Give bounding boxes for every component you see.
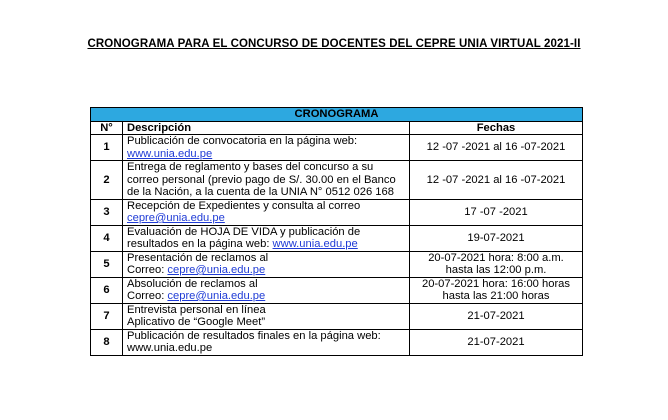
- description-text: Evaluación de HOJA DE VIDA y publicación de: [127, 225, 361, 238]
- row-dates: [410, 199, 583, 225]
- description-line: [127, 174, 405, 187]
- date-line: 20-07-2021 hora: 16:00 horas: [421, 277, 571, 290]
- row-description: [123, 225, 410, 251]
- description-link[interactable]: www.unia.edu.pe: [127, 147, 213, 160]
- description-link[interactable]: www.unia.edu.pe: [272, 238, 358, 250]
- row-dates: [410, 303, 583, 329]
- row-number: 8: [91, 329, 123, 355]
- row-number: 1: [91, 135, 123, 161]
- column-header-row: [91, 121, 583, 135]
- row-number: 3: [91, 199, 123, 225]
- description-text: Aplicativo de “Google Meet”: [127, 316, 266, 328]
- description-line: [127, 186, 405, 199]
- row-description: [123, 135, 410, 161]
- date-line: 21-07-2021: [467, 335, 525, 348]
- date-line: 20-07-2021 hora: 8:00 a.m.: [428, 251, 564, 264]
- schedule-table: [90, 107, 583, 356]
- row-dates: [410, 329, 583, 355]
- table-caption-row: [91, 108, 583, 122]
- row-dates: [410, 161, 583, 200]
- description-line: [127, 342, 405, 355]
- header-number: N°: [91, 121, 123, 135]
- table-row: [91, 277, 583, 303]
- description-text: Publicación de convocatoria en la página web:: [127, 135, 358, 147]
- date-line: hasta las 12:00 p.m.: [445, 264, 547, 276]
- row-description: [123, 277, 410, 303]
- table-row: [91, 199, 583, 225]
- table-row: [91, 225, 583, 251]
- header-description: Descripción: [123, 121, 410, 135]
- description-line: [127, 316, 405, 329]
- table-row: [91, 303, 583, 329]
- description-link[interactable]: cepre@unia.edu.pe: [127, 212, 225, 224]
- description-text: correo personal (previo pago de S/. 30.00 en el Banco: [127, 173, 396, 186]
- table-row: [91, 329, 583, 355]
- row-dates: [410, 135, 583, 161]
- table-caption: CRONOGRAMA: [91, 108, 583, 122]
- description-line: [127, 290, 405, 303]
- description-text: Presentación de reclamos al: [127, 251, 269, 264]
- date-line: 19-07-2021: [467, 231, 525, 244]
- date-line: 21-07-2021: [467, 309, 525, 322]
- description-text: Publicación de resultados finales en la página web:: [127, 329, 381, 342]
- date-line: 17 -07 -2021: [464, 205, 528, 218]
- table-row: [91, 135, 583, 161]
- document-title: CRONOGRAMA PARA EL CONCURSO DE DOCENTES DEL CEPRE UNIA VIRTUAL 2021-II: [87, 38, 581, 50]
- description-line: [127, 238, 405, 251]
- description-text: Absolución de reclamos al: [127, 277, 258, 290]
- row-description: [123, 251, 410, 277]
- row-description: [123, 303, 410, 329]
- row-dates: [410, 251, 583, 277]
- description-text: www.unia.edu.pe: [127, 342, 213, 354]
- description-line: [127, 278, 405, 291]
- row-description: [123, 199, 410, 225]
- description-line: [127, 200, 405, 213]
- row-number: 7: [91, 303, 123, 329]
- description-text: resultados en la página web:: [127, 238, 273, 250]
- description-line: [127, 135, 405, 148]
- description-line: [127, 212, 405, 225]
- description-line: [127, 148, 405, 161]
- table-row: [91, 251, 583, 277]
- description-text: de la Nación, a la cuenta de la UNIA N° 0512 026 168: [127, 186, 394, 198]
- description-text: Correo:: [127, 264, 168, 276]
- row-number: 2: [91, 161, 123, 200]
- description-line: [127, 330, 405, 343]
- row-dates: [410, 277, 583, 303]
- date-line: hasta las 21:00 horas: [442, 290, 550, 302]
- row-description: [123, 329, 410, 355]
- header-dates: Fechas: [410, 121, 583, 135]
- row-number: 4: [91, 225, 123, 251]
- description-line: [127, 304, 405, 317]
- row-number: 6: [91, 277, 123, 303]
- table-row: [91, 161, 583, 200]
- description-line: [127, 252, 405, 265]
- description-line: [127, 226, 405, 239]
- description-text: Entrega de reglamento y bases del concurso a su: [127, 161, 374, 173]
- description-link[interactable]: cepre@unia.edu.pe: [167, 264, 266, 276]
- description-line: [127, 264, 405, 277]
- description-link[interactable]: cepre@unia.edu.pe: [167, 290, 266, 302]
- row-description: [123, 161, 410, 200]
- row-number: 5: [91, 251, 123, 277]
- description-text: Entrevista personal en línea: [127, 303, 266, 316]
- description-text: Correo:: [127, 290, 168, 302]
- description-text: Recepción de Expedientes y consulta al correo: [127, 199, 361, 212]
- date-line: 12 -07 -2021 al 16 -07-2021: [426, 141, 566, 154]
- row-dates: [410, 225, 583, 251]
- date-line: 12 -07 -2021 al 16 -07-2021: [426, 173, 566, 186]
- description-line: [127, 161, 405, 174]
